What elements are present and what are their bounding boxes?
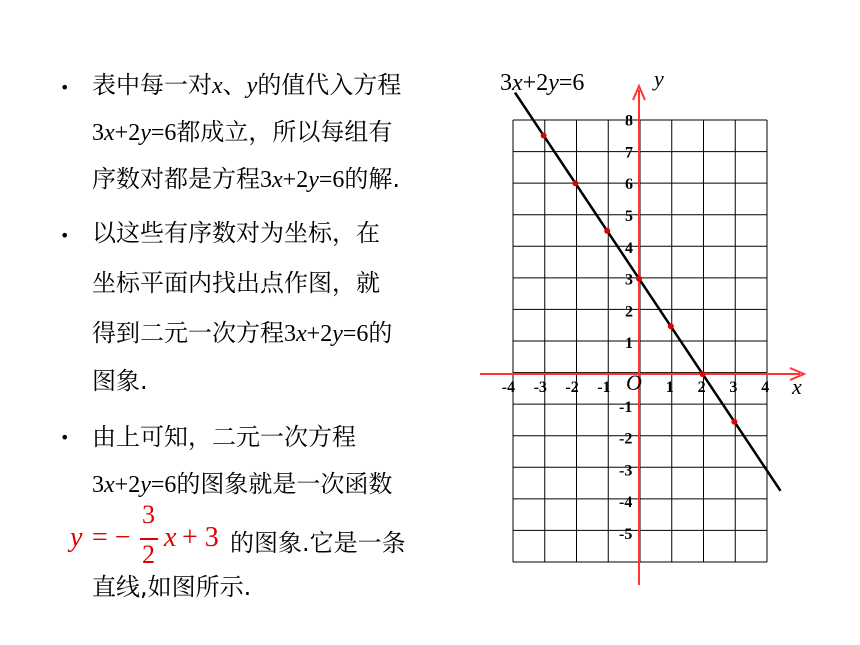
formula-denominator: 2	[142, 540, 155, 569]
formula-y: y	[70, 522, 83, 553]
y-tick-label: 6	[625, 176, 633, 194]
var-y: y	[548, 70, 559, 96]
text: 序数对都是方程	[92, 165, 260, 193]
p3-line2	[92, 469, 392, 500]
y-tick-label: 3	[625, 271, 633, 289]
bullet-2: •	[60, 226, 70, 245]
p1-line2	[92, 117, 392, 148]
y-tick-label: 2	[625, 303, 633, 321]
y-tick-label: -3	[619, 462, 633, 480]
text: +2	[114, 120, 141, 146]
p3-line4: 直线,如图所示.	[92, 573, 252, 601]
var-y: y	[332, 321, 343, 347]
text: 3	[92, 120, 104, 146]
data-point	[604, 228, 610, 234]
text: +2	[114, 472, 141, 498]
var-x: x	[104, 120, 115, 146]
p1-line3	[92, 164, 400, 195]
text: 的解.	[344, 165, 401, 193]
x-tick-label: -4	[501, 379, 516, 396]
p1-line1	[92, 70, 401, 101]
text: =6	[150, 120, 177, 146]
text: 得到二元一次方程	[92, 319, 284, 347]
text: 的	[368, 319, 393, 347]
formula-x: x	[164, 522, 177, 553]
x-tick-label: 3	[729, 379, 738, 396]
tick-labels	[502, 113, 769, 543]
text: +2	[282, 167, 309, 193]
y-tick-label: 4	[625, 239, 633, 257]
text: =6	[150, 472, 177, 498]
p2-line2: 坐标平面内找出点作图，就	[92, 269, 380, 297]
y-tick-label: -4	[619, 494, 633, 512]
text: 都成立，所以每组有	[176, 118, 393, 146]
text: 的值代入方程	[257, 71, 402, 99]
var-x: x	[212, 73, 223, 99]
data-point	[731, 419, 737, 425]
formula-equals-minus: = −	[92, 522, 131, 553]
y-tick-label: 7	[625, 144, 633, 162]
var-y: y	[140, 120, 151, 146]
data-point	[541, 133, 547, 139]
text: 3	[284, 321, 296, 347]
coordinate-graph	[480, 60, 820, 600]
text: 表中每一对	[92, 71, 212, 99]
origin-label: O	[626, 370, 642, 395]
text: 3	[260, 167, 272, 193]
y-tick-label: 1	[625, 335, 633, 353]
x-tick-label: 2	[697, 379, 706, 396]
linear-function-formula	[66, 500, 226, 576]
text: 3	[500, 70, 512, 96]
x-axis-label: x	[792, 374, 802, 399]
p3-line1: 由上可知，二元一次方程	[92, 423, 356, 451]
text: 的图象就是一次函数	[176, 470, 393, 498]
y-tick-label: -2	[619, 430, 633, 448]
x-tick-label: -1	[597, 379, 611, 396]
text: =6	[318, 167, 345, 193]
formula-numerator: 3	[142, 500, 155, 529]
y-tick-label: 8	[625, 112, 633, 130]
var-y: y	[308, 167, 319, 193]
text: =6	[558, 70, 585, 96]
text: +2	[522, 70, 549, 96]
data-point	[700, 371, 706, 377]
y-tick-label: -1	[619, 398, 633, 416]
data-point	[636, 276, 642, 282]
p2-line1: 以这些有序数对为坐标，在	[92, 219, 380, 247]
var-x: x	[512, 70, 523, 96]
x-tick-label: -3	[533, 379, 547, 396]
text: +2	[306, 321, 333, 347]
x-tick-label: -2	[565, 379, 579, 396]
text: =6	[342, 321, 369, 347]
function-line	[515, 93, 781, 491]
var-x: x	[296, 321, 307, 347]
var-y: y	[246, 73, 258, 99]
var-y: y	[140, 472, 151, 498]
p2-line4: 图象.	[92, 367, 148, 395]
x-tick-label: 4	[761, 379, 770, 396]
var-x: x	[272, 167, 283, 193]
y-axis-label: y	[654, 66, 664, 91]
p2-line3	[92, 318, 392, 349]
bullet-3: •	[60, 428, 70, 447]
axes	[480, 66, 804, 585]
y-tick-label: 5	[625, 208, 633, 225]
bullet-1: •	[60, 78, 70, 97]
data-point	[668, 323, 674, 329]
plot	[515, 93, 781, 491]
text: 3	[92, 472, 104, 498]
p3-line3: 的图象.它是一条	[230, 529, 406, 557]
x-tick-label: 1	[665, 379, 674, 396]
y-tick-label: -5	[619, 526, 633, 543]
text: 、	[222, 71, 247, 99]
var-x: x	[104, 472, 115, 498]
formula-plus-three: + 3	[182, 522, 219, 553]
data-point	[572, 180, 578, 186]
